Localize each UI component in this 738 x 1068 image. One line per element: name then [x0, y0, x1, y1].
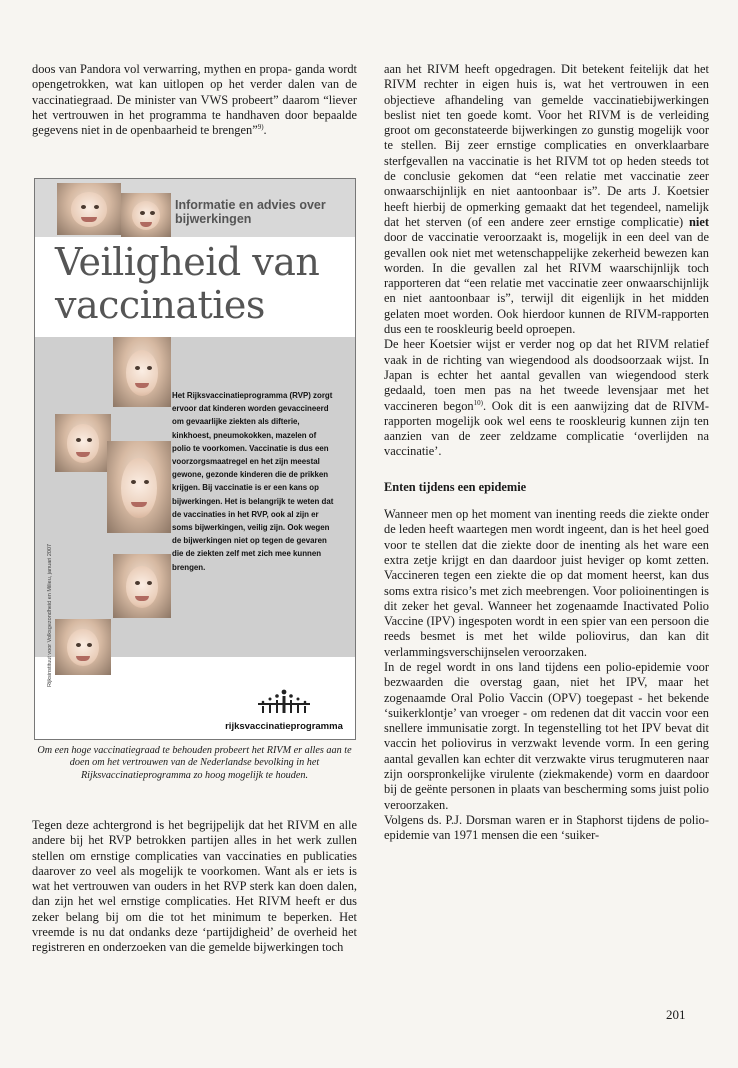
- child-photo: [113, 554, 171, 618]
- brochure-title: [55, 241, 355, 327]
- left-column-lower: [32, 818, 357, 956]
- page-number: 201: [666, 1007, 686, 1022]
- child-photo: [113, 337, 171, 407]
- text-line: doos van Pandora vol verwarring, mythen en propa-: [32, 62, 292, 76]
- rvp-logo: [219, 689, 349, 732]
- paragraph-opv: In de regel wordt in ons land tijdens een polio-epidemie voor bezwaarden die overstag gaan, niet het IPV, maar het zogenaamde Oral Polio Vaccin (OPV) toegepast - het bekende ‘suikerklontje’ van vroeger - om redenen dat dit vaccin voor een snellere immunisatie zorgt. In tegenstelling tot het IPV bevat dit vaccin het poliovirus in verzwakt levende vorm. In een gering aantal gevallen kan echter dit verzwakte virus terugmuteren naar zijn oorspronkelijke virulente (ziekmakende) vorm en daardoor bij de geënte personen in plaats van bescherming soms juist polio veroorzaken.: [384, 659, 709, 812]
- text-end: .: [263, 123, 267, 138]
- figure-caption: Om een hoge vaccinatiegraad te behouden probeert het RIVM er alles aan te doen om het vertrouwen van de Nederlandse bevolking in het Rijksvaccinatieprogramma zo hoog mogelijk te houden.: [37, 745, 352, 781]
- bold-text: niet: [689, 214, 709, 229]
- paragraph-epidemic: Wanneer men op het moment van inenting reeds die ziekte onder de leden heeft waartegen men wordt ingeent, dan is het heel goed voor te stellen dat die ziekte door de inenting als het ware een extra zetje krijgt en dan daardoor juist heviger op komt zetten. Vaccineren tegen een ziekte die op dat moment heerst, kan dus soms extra risico’s met zich meebrengen. Voor polioinentingen is dit zeker het geval. Wanneer het zogenaamde Inactivated Polio Vaccine (IPV) ingespoten wordt in een spier van een persoon die reeds besmet is met het wilde poliovirus, dan kan dit verlammingsverschijnselen veroorzaken.: [384, 507, 709, 659]
- text-line: in de openbaarheid te brengen”: [102, 123, 258, 138]
- text-line: VWS probeert” daarom “liever het vertrouwen in het: [32, 92, 357, 122]
- text-run: door de vaccinatie veroorzaakt is, mogelijk in een deel van de gevallen ook niet met wetenschappelijke zekerheid bewezen kan worden. In die gevallen zal het RIVM waarschijnlijk toch rapporteren dat “een relatie met vaccinatie zeer onwaarschijnlijk en niet aantoonbaar is”, terwijl dit eigenlijk in het midden gelaten moet worden. Ook hierdoor kunnen de RIVM-rapporten dus een te rooskleurig beeld oproepen.: [384, 230, 709, 337]
- brochure-title-line: Veiligheid van: [55, 240, 320, 284]
- brochure-credit: Rijksinstituut voor Volksgezondheid en Milieu, januari 2007: [47, 543, 53, 687]
- text-line: ganda wordt opengetrokken, wat kan uitlopen op het: [32, 62, 357, 92]
- text-run: De heer Koetsier wijst er verder nog op dat het RIVM relatief vaak in de richting van wiegendood als doodsoorzaak wijst. In Japan is echter het aantal gevallen van wiegendood sterk gedaald, toen men pas na het tweede levensjaar met het vaccineren begon: [384, 337, 709, 413]
- text-run: . Ook dit is een aanwijzing dat de RIVM-rapporten mogelijk ook wel eens te rooskleurig kunnen zijn ten aanzien van de zeer zeldzame complicatie ‘overlijden na vaccinatie’.: [384, 398, 709, 459]
- child-photo: [55, 619, 111, 675]
- brochure-subtitle: Informatie en advies over bijwerkingen: [175, 198, 326, 226]
- child-photo: [55, 414, 111, 472]
- intro-paragraph: [32, 62, 357, 138]
- rvp-logo-icon: [257, 689, 311, 715]
- paragraph-staphorst: Volgens ds. P.J. Dorsman waren er in Staphorst tijdens de polio-epidemie van 1971 mensen die een ‘suiker-: [384, 812, 709, 843]
- child-photo: [57, 183, 121, 235]
- text-line: programma te handhaven door bepaalde gegevens niet: [32, 107, 357, 138]
- text-run: aan het RIVM heeft opgedragen. Dit betekent feitelijk dat het RIVM rechter in eigen huis is, wat het vertrouwen in een objectieve afhandeling van gemelde vaccinatiebijwerkingen beslist niet ten goede komt. Voor het RIVM is de verleiding groot om geconstateerde bijwerkingen zo gunstig mogelijk voor te stellen. Bij zeer ernstige complicaties en onverklaarbare sterfgevallen na vaccinatie is het RIVM tot op heden steeds tot de conclusie gekomen dat “een relatie met vaccinatie zeer onwaarschijnlijk en niet aantoonbaar is”. De arts J. Koetsier heeft hierbij de opmerking gemaakt dat het tegendeel, namelijk dat het sterven (of een andere zeer ernstige complicatie): [384, 62, 709, 229]
- text-line: verder dalen van de vaccinatiegraad. De minister van: [32, 77, 357, 107]
- brochure-figure: [34, 178, 356, 740]
- child-photo: [107, 441, 171, 533]
- child-photo: [121, 193, 171, 237]
- section-heading: Enten tijdens een epidemie: [384, 479, 527, 494]
- paragraph-rivm: [384, 62, 709, 337]
- rvp-logo-text: rijksvaccinatieprogramma: [225, 721, 343, 732]
- brochure-title-line: vaccinaties: [55, 283, 265, 327]
- left-column: [32, 62, 357, 138]
- footnote-ref: 10): [473, 398, 483, 407]
- right-column: [384, 62, 709, 844]
- footnote-ref: 9): [257, 123, 264, 132]
- brochure-body-text: Het Rijksvaccinatieprogramma (RVP) zorgt ervoor dat kinderen worden gevaccineerd om gevaarlijke ziekten als difterie, kinkhoest, pneumokokken, mazelen of polio te voorkomen. Vaccinatie is dus een voorzorgsmaatregel en het zijn meestal gewone, gezonde kinderen die de prikken krijgen. Bij vaccinatie is er een kans op bijwerkingen. Het is belangrijk te weten dat de vaccinaties in het RVP, ook al zijn er soms bijwerkingen, veilig zijn. Ook wegen de bijwerkingen niet op tegen de gevaren die de ziekten zelf met zich mee kunnen brengen.: [172, 391, 334, 572]
- main-paragraph: Tegen deze achtergrond is het begrijpelijk dat het RIVM en alle andere bij het RVP betrokken partijen alles in het werk zullen stellen om ernstige complicaties van vaccinaties en publicaties daarover zo veel als mogelijk te voorkomen. Want als er iets is wat het vertrouwen van ouders in het RVP sterk kan doen dalen, dan zijn het wel ernstige complicaties. Het RIVM heeft er dus zeker belang bij om die tot het minimum te beperken. Het vreemde is nu dat ondanks deze ‘partijdigheid’ de overheid het registreren en onderzoeken van die gemelde bijwerkingen toch: [32, 818, 357, 955]
- paragraph-koetsier: [384, 337, 709, 459]
